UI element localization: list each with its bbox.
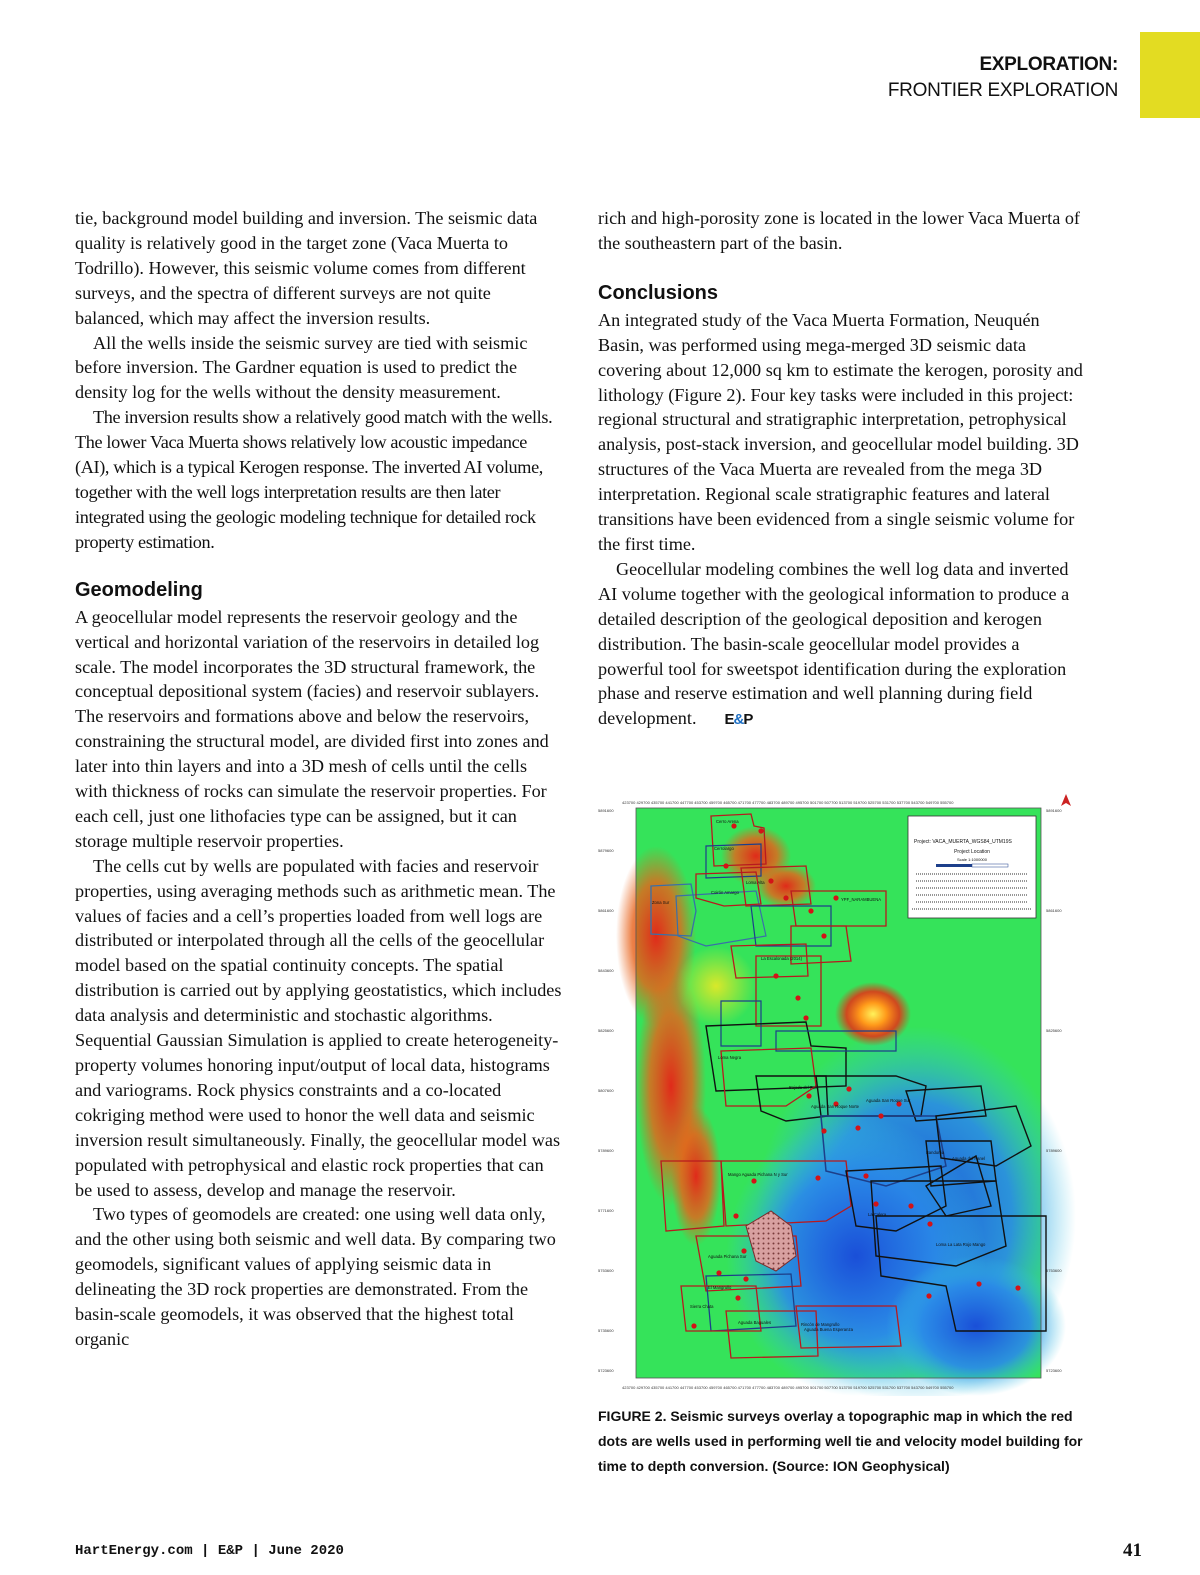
survey-label: Aguada San Roque Sur xyxy=(866,1098,911,1103)
paragraph: tie, background model building and inversion. The seismic data quality is relatively good in the target zone (Vaca Muerta to Todrillo). However, this seismic volume comes from different surveys, and the spectra of different surveys are not quite balanced, which may affect the inversion results. xyxy=(75,208,538,328)
paragraph: Two types of geomodels are created: one using well data only, and the other using both seismic and well data. By comparing two geomodels, significant values of applying seismic data in delineating the 3D rock properties are demonstrated. From the basin-scale geomodels, it was observed that the highest total organic xyxy=(75,1204,556,1349)
survey-label: Sierra Chata xyxy=(690,1304,714,1309)
survey-label: Loma Alta xyxy=(746,880,765,885)
survey-label: Cerro Arena xyxy=(716,819,739,824)
survey-label: Aguada Baguales xyxy=(738,1320,772,1325)
grid-tick-label: 5789600 xyxy=(1046,1148,1062,1153)
grid-tick-label: 5723600 xyxy=(598,1368,614,1373)
survey-label: Mango Aguada Pichana N y Sur xyxy=(728,1172,788,1177)
grid-tick-label: 5825600 xyxy=(598,1028,614,1033)
scale-bar-segment xyxy=(972,864,1008,867)
running-header xyxy=(888,52,1118,104)
heading-geomodeling: Geomodeling xyxy=(75,578,203,601)
paragraph: All the wells inside the seismic survey are tied with seismic before inversion. The Gardner equation is used to predict the density log for the wells without the density measurement. xyxy=(75,332,528,403)
header-section: EXPLORATION: xyxy=(979,54,1118,75)
well-dot xyxy=(795,995,800,1000)
figure-caption: FIGURE 2. Seismic surveys overlay a topographic map in which the red dots are wells used in performing well tie and velocity model building for time to depth conversion. (Source: ION Geophysical) xyxy=(598,1408,1083,1474)
well-dot xyxy=(878,1113,883,1118)
paragraph xyxy=(598,557,1088,733)
well-dot xyxy=(758,828,763,833)
low-elevation-zone xyxy=(886,1256,1066,1396)
well-dot xyxy=(1015,1285,1020,1290)
grid-tick-label: 5807600 xyxy=(598,1088,614,1093)
footer-date: June 2020 xyxy=(268,1543,344,1559)
grid-tick-label: 5861600 xyxy=(1046,908,1062,913)
survey-label: Loma Negra xyxy=(718,1055,742,1060)
grid-tick-label: 5891600 xyxy=(1046,808,1062,813)
section-color-tab xyxy=(1140,32,1200,118)
grid-tick-label: 5753600 xyxy=(1046,1268,1062,1273)
survey-label: YPF_NARAMBUENA xyxy=(841,897,882,902)
well-dot xyxy=(927,1221,932,1226)
survey-label: El Mangrullo xyxy=(708,1285,732,1290)
survey-label: Zona Sur xyxy=(652,900,670,905)
well-dot xyxy=(733,1213,738,1218)
paragraph: A geocellular model represents the reservoir geology and the vertical and horizontal variation of the reservoirs in detailed log scale. The model incorporates the 3D structural framework, the conceptual depositional system (facies) and reservoir sublayers. The reservoirs and formations above and below the reservoirs, constraining the structural model, are divided first into zones and later into thin layers and into a 3D mesh of cells until the cells with thickness of rocks can simulate the reservoir properties. For each cell, just one lithofacies type can be assigned, but it can storage multiple reservoir properties. xyxy=(75,606,549,851)
footer-separator: | xyxy=(251,1543,269,1559)
grid-tick-label: 5879600 xyxy=(598,848,614,853)
survey-label: Bajada del Palo xyxy=(789,1085,819,1090)
figure-2-seismic-map xyxy=(596,786,1096,1396)
right-column xyxy=(598,206,1088,733)
survey-label: Aguada San Roque Norte xyxy=(811,1104,859,1109)
header-subsection: FRONTIER EXPLORATION xyxy=(887,80,1118,101)
well-dot xyxy=(833,895,838,900)
survey-label: Coirón Amargo xyxy=(711,890,739,895)
well-dot xyxy=(743,1276,748,1281)
grid-tick-label: 5825600 xyxy=(1046,1028,1062,1033)
volcano-peak xyxy=(835,982,911,1046)
well-dot xyxy=(821,1128,826,1133)
page-number: 41 xyxy=(1123,1540,1142,1561)
well-dot xyxy=(808,908,813,913)
footer-separator: | xyxy=(201,1543,218,1559)
footer-credit xyxy=(75,1543,344,1559)
grid-tick-label: 5843600 xyxy=(598,968,614,973)
well-dot xyxy=(751,1178,756,1183)
survey-label: Rincón de Mangrullo xyxy=(801,1322,840,1327)
survey-label: La Calera xyxy=(868,1212,887,1217)
well-dot xyxy=(723,863,728,868)
grid-tick-label: 5891600 xyxy=(598,808,614,813)
ep-end-mark-logo: E&P xyxy=(724,711,753,729)
grid-tick-label: 423700 429700 435700 441700 447700 453700 459700 465700 471700 477700 483700 489700 495700 501700 507700 513700 519700 525700 531700 537700 543700 549700 555700 xyxy=(622,800,954,805)
well-dot xyxy=(863,1173,868,1178)
survey-label: Aguada Buena Esperanza xyxy=(804,1327,853,1332)
well-dot xyxy=(976,1281,981,1286)
well-dot xyxy=(873,1201,878,1206)
well-dot xyxy=(846,1086,851,1091)
grid-tick-label: 423700 429700 435700 441700 447700 453700 459700 465700 471700 477700 483700 489700 495700 501700 507700 513700 519700 525700 531700 537700 543700 549700 555700 xyxy=(622,1385,954,1390)
grid-tick-label: 5771600 xyxy=(598,1208,614,1213)
heading-conclusions: Conclusions xyxy=(598,281,719,304)
footer-magazine: E&P xyxy=(217,1543,244,1559)
well-dot xyxy=(768,878,773,883)
paragraph: The cells cut by wells are populated with facies and reservoir properties, using averaging methods such as arithmetic mean. The values of facies and a cell’s properties loaded from well logs are distributed or interpolated through all the cells of the geocellular model based on the spatial continuity concepts. The spatial distribution is carried out by applying geostatistics, which includes data analysis and deterministic and stochastic algorithms. Sequential Gaussian Simulation is applied to create heterogeneity-property volumes honoring input/output of local data, histograms and variograms. Rock physics constraints and a co-located cokriging method were used to honor the well data and seismic inversion result simultaneously. Finally, the geocellular model was populated with petrophysical and elastic rock properties that can be used to assess, develop and manage the reservoir. xyxy=(75,855,562,1200)
well-dot xyxy=(716,1270,721,1275)
well-dot xyxy=(908,1203,913,1208)
survey-label: La Escalonada (2014) xyxy=(761,956,802,961)
well-dot xyxy=(731,823,736,828)
well-dot xyxy=(926,1293,931,1298)
footer-site: HartEnergy.com xyxy=(75,1543,193,1559)
info-scale: Scale 1:1000000 xyxy=(956,857,988,862)
grid-tick-label: 5861600 xyxy=(598,908,614,913)
survey-label: Cerrolargo xyxy=(714,846,734,851)
survey-label: Loma La Lata Rojo Mango xyxy=(936,1242,986,1247)
survey-label: Aguada del Panel xyxy=(952,1156,986,1161)
well-dot xyxy=(821,933,826,938)
seismic-survey-map xyxy=(596,786,1096,1396)
left-column xyxy=(75,206,562,1352)
info-location-title: Project Location xyxy=(954,849,990,855)
well-dot xyxy=(691,1323,696,1328)
well-dot xyxy=(803,1015,808,1020)
high-elevation-zone xyxy=(671,1106,721,1246)
project-info-box xyxy=(908,816,1036,918)
well-dot xyxy=(741,1248,746,1253)
grid-tick-label: 5753600 xyxy=(598,1268,614,1273)
paragraph: The inversion results show a relatively good match with the wells. The lower Vaca Muerta shows relatively low acoustic impedance (AI), which is a typical Kerogen response. The inverted AI volume, together with the well logs interpretation results are then later integrated using the geologic modeling technique for detailed rock property estimation. xyxy=(75,407,553,552)
well-dot xyxy=(806,1093,811,1098)
scale-bar-segment xyxy=(936,864,972,867)
info-project-name: Project: VACA_MUERTA_WGS84_UTM19S xyxy=(914,839,1012,845)
grid-tick-label: 5723600 xyxy=(1046,1368,1062,1373)
well-dot xyxy=(855,1125,860,1130)
well-dot xyxy=(815,1175,820,1180)
well-dot xyxy=(783,895,788,900)
survey-label: Bandurria xyxy=(926,1150,945,1155)
paragraph: rich and high-porosity zone is located in the lower Vaca Muerta of the southeastern part of the basin. xyxy=(598,208,1080,253)
well-dot xyxy=(735,1295,740,1300)
paragraph: An integrated study of the Vaca Muerta Formation, Neuquén Basin, was performed using mega-merged 3D seismic data covering about 12,000 sq km to estimate the kerogen, porosity and lithology (Figure 2). Four key tasks were included in this project: regional structural and stratigraphic interpretation, petrophysical analysis, post-stack inversion, and geocellular model building. 3D structures of the Vaca Muerta are revealed from the mega 3D interpretation. Regional scale stratigraphic features and lateral transitions have been evidenced from a single seismic volume for the first time. xyxy=(598,309,1083,554)
well-dot xyxy=(773,973,778,978)
survey-label: Aguada Pichana Sur xyxy=(708,1254,747,1259)
grid-tick-label: 5735600 xyxy=(598,1328,614,1333)
paragraph-text: Geocellular modeling combines the well log data and inverted AI volume together with the geological information to produce a detailed description of the geological deposition and kerogen distribution. The basin-scale geocellular model provides a powerful tool for sweetspot identification during the exploration phase and reserve estimation and well planning during field development. xyxy=(598,558,1070,729)
grid-tick-label: 5789600 xyxy=(598,1148,614,1153)
mid-elevation-zone xyxy=(676,946,756,1026)
